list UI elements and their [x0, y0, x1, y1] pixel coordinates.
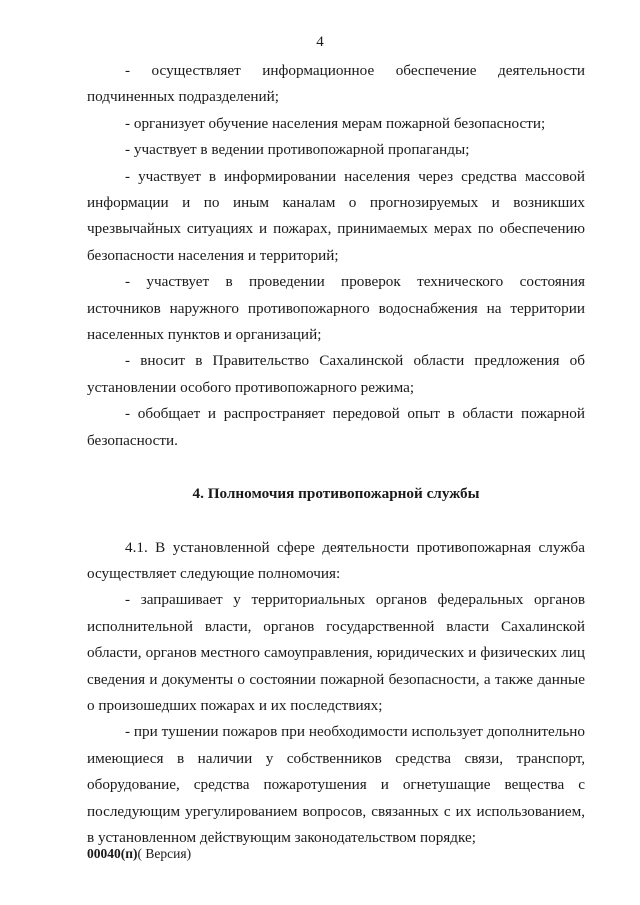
list-item: - участвует в проведении проверок технического состояния источников наружного противопожарного водоснабжения на территории населенных пунктов и организаций;	[87, 273, 585, 344]
list-item: - запрашивает у территориальных органов федеральных органов исполнительной власти, органов государственной власти Сахалинской области, органов местного самоуправления, юридических и физических лиц сведения и документы о состоянии пожарной безопасности, а также данные о произошедших пожарах и их последствиях;	[87, 591, 585, 714]
list-item: - организует обучение населения мерам пожарной безопасности;	[125, 114, 546, 132]
spacer	[87, 454, 585, 481]
list-item: - вносит в Правительство Сахалинской области предложения об установлении особого противопожарного режима;	[87, 352, 585, 396]
list-item: - участвует в ведении противопожарной пропаганды;	[125, 141, 470, 159]
document-version: ( Версия)	[137, 846, 192, 861]
list-item: - осуществляет информационное обеспечение деятельности подчиненных подразделений;	[87, 62, 585, 106]
page-number: 4	[316, 34, 324, 50]
spacer	[87, 508, 585, 535]
document-footer	[87, 846, 191, 862]
section-heading: 4. Полномочия противопожарной службы	[192, 485, 480, 503]
document-body	[87, 58, 585, 851]
list-item: - участвует в информировании населения через средства массовой информации и по иным каналам о прогнозируемых и возникших чрезвычайных ситуациях и пожарах, принимаемых мерах по обеспечению безопасности населения и территорий;	[87, 167, 585, 264]
section-intro: 4.1. В установленной сфере деятельности противопожарная служба осуществляет следующие полномочия:	[87, 538, 585, 582]
list-item: - обобщает и распространяет передовой опыт в области пожарной безопасности.	[87, 405, 585, 449]
list-item: - при тушении пожаров при необходимости использует дополнительно имеющиеся в наличии у собственников средства связи, транспорт, оборудование, средства пожаротушения и огнетушащие вещества с последующим урегулированием вопросов, связанных с их использованием, в установленном действующим законодательством порядке;	[87, 723, 585, 846]
document-code: 00040(п)	[87, 846, 138, 861]
